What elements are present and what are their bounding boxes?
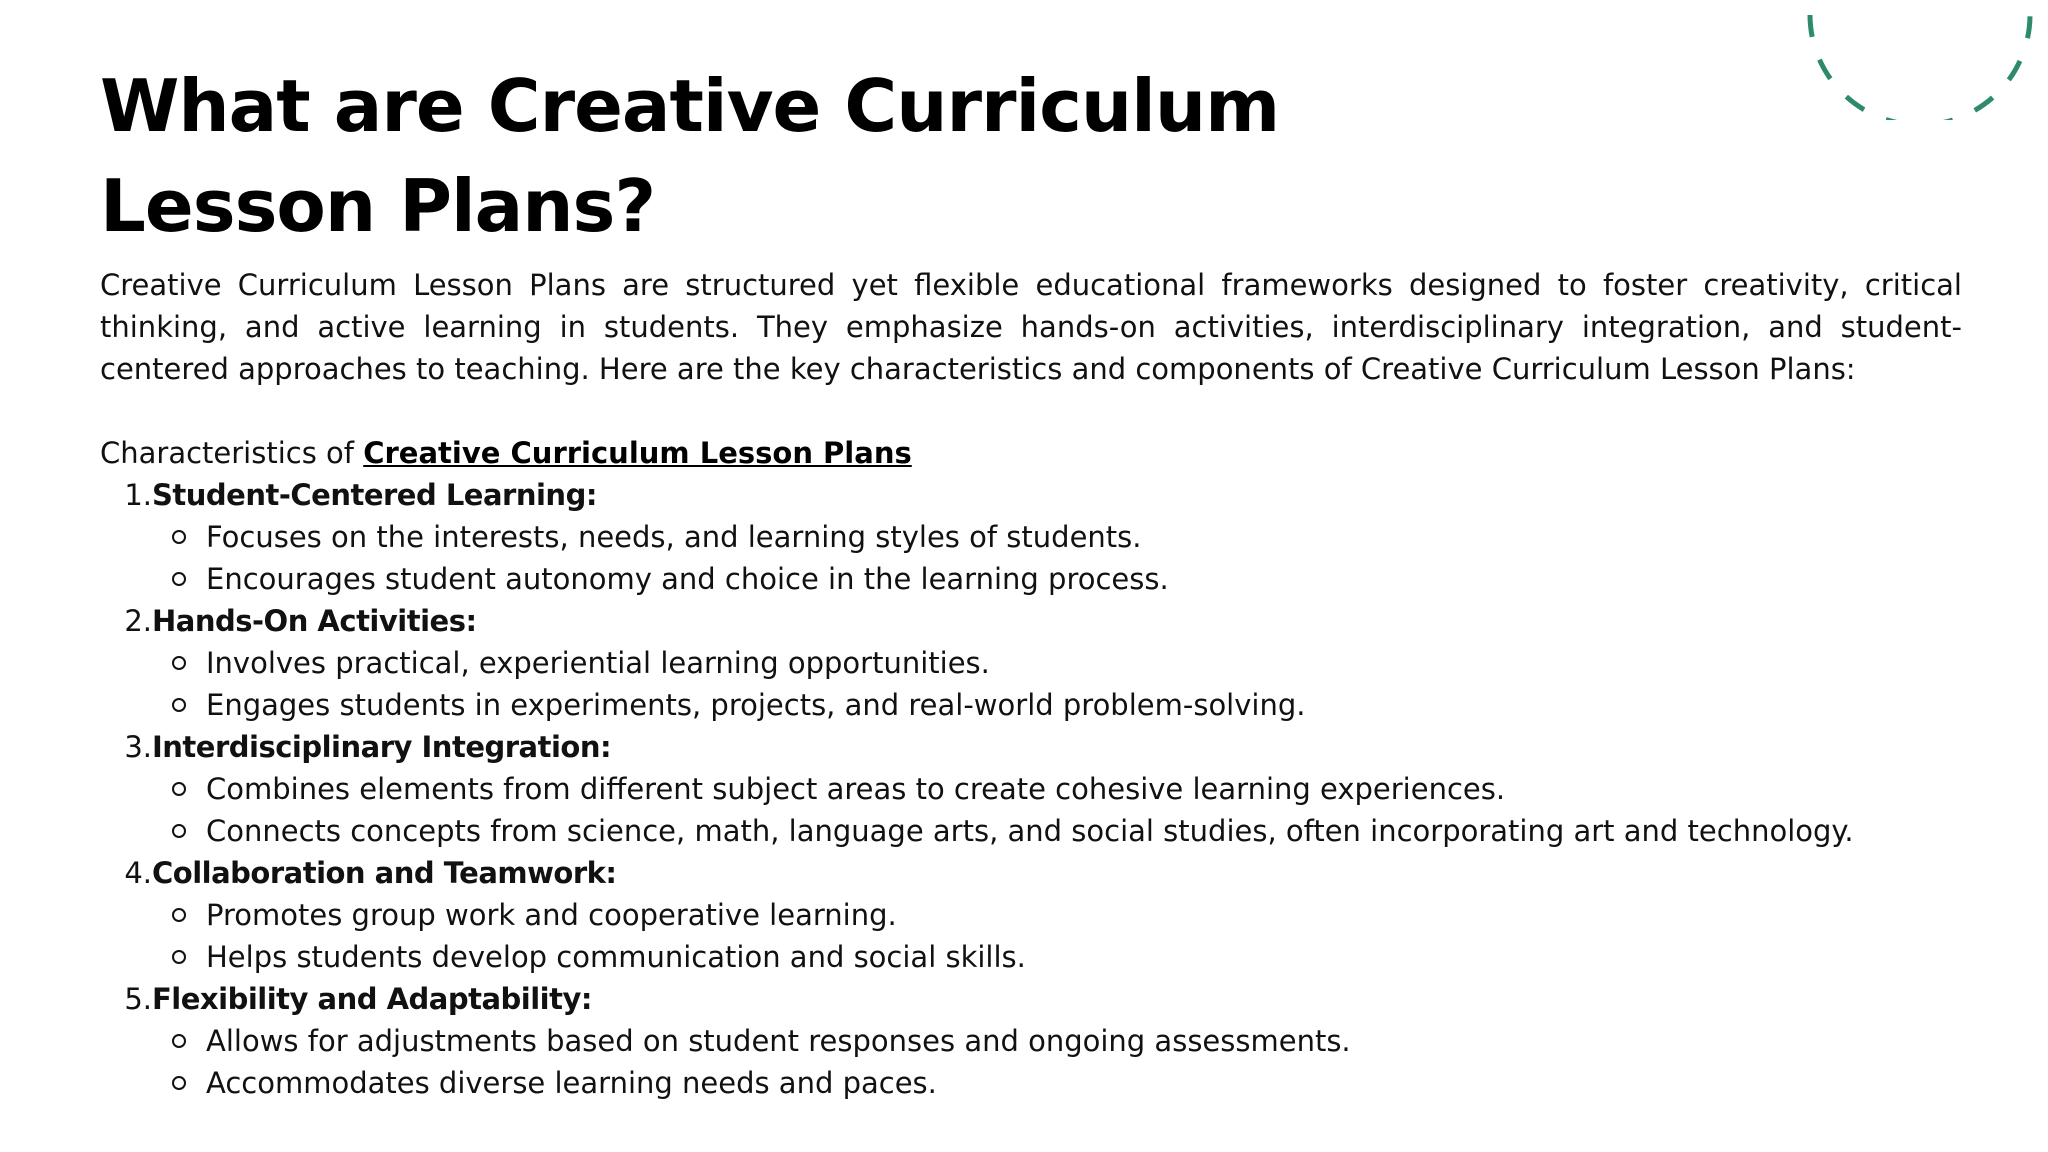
item-number: 4.: [124, 856, 152, 890]
sub-point: [100, 1062, 1962, 1104]
list-item: [100, 852, 1962, 978]
page-title: [100, 56, 1962, 256]
item-number: 1.: [124, 478, 152, 512]
list-item: [100, 474, 1962, 600]
characteristics-prefix: Characteristics of: [100, 436, 364, 470]
sub-point: [100, 894, 1962, 936]
title-line-2: Lesson Plans?: [100, 164, 656, 248]
intro-paragraph: Creative Curriculum Lesson Plans are structured yet flexible educational frameworks designed to foster creativity, critical thinking, and active learning in students. They emphasize hands-on activities, interdisciplinary integration, and student-centered approaches to teaching. Here are the key characteristics and components of Creative Curriculum Lesson Plans:: [100, 268, 1962, 386]
list-item: [100, 978, 1962, 1104]
item-title: Interdisciplinary Integration:: [152, 730, 612, 764]
item-number: 2.: [124, 604, 152, 638]
hollow-bullet-icon: [172, 1076, 186, 1090]
sub-point: [100, 768, 1962, 810]
item-title: Flexibility and Adaptability:: [152, 982, 592, 1016]
sub-point-text: Allows for adjustments based on student responses and ongoing assessments.: [206, 1024, 1351, 1058]
sub-point: [100, 558, 1962, 600]
hollow-bullet-icon: [172, 782, 186, 796]
slide-content: [100, 56, 1962, 1104]
sub-point: [100, 684, 1962, 726]
sub-point-text: Engages students in experiments, projects, and real-world problem-solving.: [206, 688, 1306, 722]
item-number: 3.: [124, 730, 152, 764]
hollow-bullet-icon: [172, 908, 186, 922]
hollow-bullet-icon: [172, 824, 186, 838]
hollow-bullet-icon: [172, 572, 186, 586]
hollow-bullet-icon: [172, 1034, 186, 1048]
sub-point-text: Connects concepts from science, math, language arts, and social studies, often incorporating art and technology.: [206, 814, 1854, 848]
sub-point: [100, 1020, 1962, 1062]
hollow-bullet-icon: [172, 656, 186, 670]
title-line-1: What are Creative Curriculum: [100, 64, 1280, 148]
item-title: Collaboration and Teamwork:: [152, 856, 617, 890]
sub-point-text: Combines elements from different subject areas to create cohesive learning experiences.: [206, 772, 1506, 806]
list-item: [100, 600, 1962, 726]
item-title: Student-Centered Learning:: [152, 478, 597, 512]
sub-point: [100, 936, 1962, 978]
sub-point-text: Helps students develop communication and social skills.: [206, 940, 1026, 974]
creative-curriculum-link[interactable]: Creative Curriculum Lesson Plans: [363, 436, 912, 470]
characteristics-list: [100, 474, 1962, 1104]
item-number: 5.: [124, 982, 152, 1016]
sub-point-text: Promotes group work and cooperative learning.: [206, 898, 897, 932]
sub-point: [100, 810, 1962, 852]
sub-point: [100, 642, 1962, 684]
list-item: [100, 726, 1962, 852]
characteristics-heading: [100, 432, 1962, 474]
hollow-bullet-icon: [172, 950, 186, 964]
hollow-bullet-icon: [172, 698, 186, 712]
hollow-bullet-icon: [172, 530, 186, 544]
sub-point-text: Involves practical, experiential learning opportunities.: [206, 646, 990, 680]
sub-point-text: Encourages student autonomy and choice in the learning process.: [206, 562, 1169, 596]
sub-point: [100, 516, 1962, 558]
sub-point-text: Accommodates diverse learning needs and paces.: [206, 1066, 937, 1100]
item-title: Hands-On Activities:: [152, 604, 477, 638]
sub-point-text: Focuses on the interests, needs, and learning styles of students.: [206, 520, 1142, 554]
